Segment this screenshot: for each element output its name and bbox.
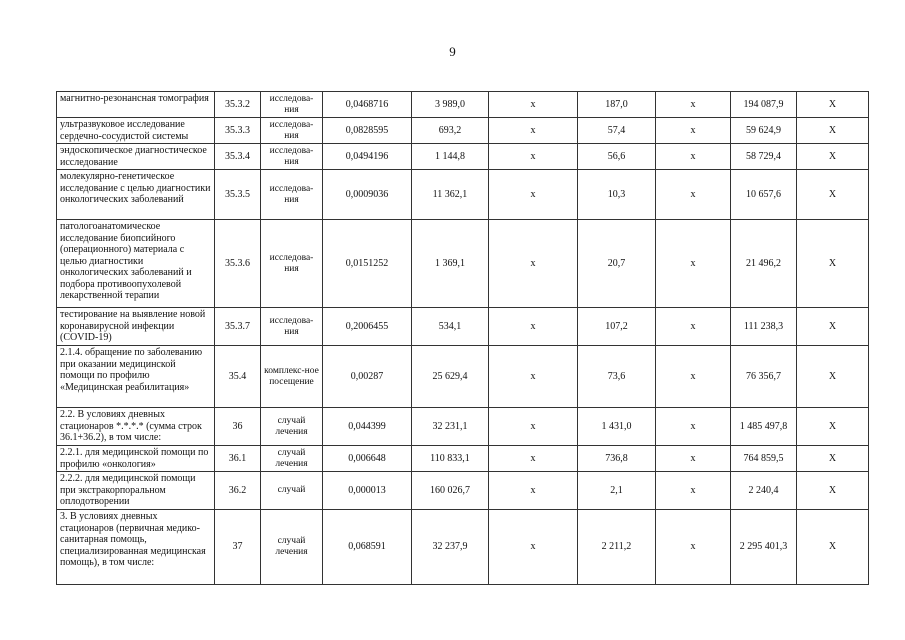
row-col8: х	[656, 118, 731, 144]
row-col8: х	[656, 308, 731, 346]
row-unit: случай лечения	[261, 408, 323, 446]
row-code: 35.4	[215, 346, 261, 408]
row-col8: х	[656, 472, 731, 510]
row-col6: х	[489, 308, 578, 346]
table-row	[57, 308, 869, 346]
row-rate: 0,0494196	[323, 144, 412, 170]
row-col6: х	[489, 510, 578, 585]
row-col7: 2,1	[578, 472, 656, 510]
row-col10: Х	[797, 510, 869, 585]
row-name: магнитно-резонансная томография	[57, 92, 215, 118]
row-col7: 2 211,2	[578, 510, 656, 585]
row-code: 35.3.3	[215, 118, 261, 144]
row-unit: случай лечения	[261, 446, 323, 472]
row-cost: 1 144,8	[412, 144, 489, 170]
row-col8: х	[656, 220, 731, 308]
row-col7: 56,6	[578, 144, 656, 170]
row-total: 1 485 497,8	[731, 408, 797, 446]
row-col6: х	[489, 144, 578, 170]
row-col8: х	[656, 446, 731, 472]
row-col6: х	[489, 220, 578, 308]
row-col8: х	[656, 510, 731, 585]
row-col6: х	[489, 118, 578, 144]
row-col10: Х	[797, 408, 869, 446]
row-total: 2 240,4	[731, 472, 797, 510]
row-col6: х	[489, 170, 578, 220]
row-cost: 32 231,1	[412, 408, 489, 446]
row-cost: 25 629,4	[412, 346, 489, 408]
row-col8: х	[656, 92, 731, 118]
row-rate: 0,0828595	[323, 118, 412, 144]
table-row	[57, 144, 869, 170]
row-total: 10 657,6	[731, 170, 797, 220]
row-rate: 0,00287	[323, 346, 412, 408]
row-col7: 107,2	[578, 308, 656, 346]
row-unit: комплекс-ное посещение	[261, 346, 323, 408]
table-row	[57, 220, 869, 308]
row-name: 2.2.2. для медицинской помощи при экстракорпоральном оплодотворении	[57, 472, 215, 510]
row-cost: 160 026,7	[412, 472, 489, 510]
row-rate: 0,006648	[323, 446, 412, 472]
row-col7: 10,3	[578, 170, 656, 220]
row-total: 21 496,2	[731, 220, 797, 308]
row-col10: Х	[797, 308, 869, 346]
row-code: 35.3.7	[215, 308, 261, 346]
row-name: эндоскопическое диагностическое исследование	[57, 144, 215, 170]
row-unit: исследова-ния	[261, 118, 323, 144]
row-name: патологоанатомическое исследование биопсийного (операционного) материала с целью диагностики онкологических заболеваний и подбора противоопухолевой лекарственной терапии	[57, 220, 215, 308]
row-unit: случай лечения	[261, 510, 323, 585]
row-unit: исследова-ния	[261, 308, 323, 346]
row-col10: Х	[797, 92, 869, 118]
row-name: тестирование на выявление новой коронавирусной инфекции (COVID-19)	[57, 308, 215, 346]
row-col8: х	[656, 346, 731, 408]
table-row	[57, 170, 869, 220]
row-name: 2.2.1. для медицинской помощи по профилю «онкология»	[57, 446, 215, 472]
row-col6: х	[489, 92, 578, 118]
row-cost: 3 989,0	[412, 92, 489, 118]
table-row	[57, 408, 869, 446]
row-total: 2 295 401,3	[731, 510, 797, 585]
row-code: 36.1	[215, 446, 261, 472]
row-col7: 187,0	[578, 92, 656, 118]
row-col8: х	[656, 144, 731, 170]
row-rate: 0,0009036	[323, 170, 412, 220]
table-row	[57, 118, 869, 144]
row-cost: 693,2	[412, 118, 489, 144]
row-code: 35.3.4	[215, 144, 261, 170]
row-rate: 0,2006455	[323, 308, 412, 346]
row-rate: 0,0468716	[323, 92, 412, 118]
row-total: 58 729,4	[731, 144, 797, 170]
row-rate: 0,068591	[323, 510, 412, 585]
table-row	[57, 446, 869, 472]
row-total: 194 087,9	[731, 92, 797, 118]
row-unit: исследова-ния	[261, 92, 323, 118]
row-cost: 110 833,1	[412, 446, 489, 472]
row-rate: 0,044399	[323, 408, 412, 446]
table-row	[57, 472, 869, 510]
row-code: 36.2	[215, 472, 261, 510]
row-total: 59 624,9	[731, 118, 797, 144]
row-col7: 57,4	[578, 118, 656, 144]
row-rate: 0,000013	[323, 472, 412, 510]
row-col10: Х	[797, 446, 869, 472]
table-row	[57, 92, 869, 118]
row-cost: 32 237,9	[412, 510, 489, 585]
row-col7: 736,8	[578, 446, 656, 472]
row-cost: 11 362,1	[412, 170, 489, 220]
row-col10: Х	[797, 144, 869, 170]
row-col8: х	[656, 170, 731, 220]
row-cost: 534,1	[412, 308, 489, 346]
row-col6: х	[489, 446, 578, 472]
row-code: 35.3.5	[215, 170, 261, 220]
row-col10: Х	[797, 118, 869, 144]
row-col10: Х	[797, 170, 869, 220]
row-unit: случай	[261, 472, 323, 510]
row-unit: исследова-ния	[261, 220, 323, 308]
row-col7: 1 431,0	[578, 408, 656, 446]
row-name: 2.1.4. обращение по заболеванию при оказании медицинской помощи по профилю «Медицинская реабилитация»	[57, 346, 215, 408]
row-code: 36	[215, 408, 261, 446]
row-col7: 73,6	[578, 346, 656, 408]
row-col10: Х	[797, 220, 869, 308]
row-name: 2.2. В условиях дневных стационаров *.*.*.* (сумма строк 36.1+36.2), в том числе:	[57, 408, 215, 446]
row-cost: 1 369,1	[412, 220, 489, 308]
row-name: 3. В условиях дневных стационаров (первичная медико-санитарная помощь, специализированная медицинская помощь), в том числе:	[57, 510, 215, 585]
row-col6: х	[489, 408, 578, 446]
row-total: 76 356,7	[731, 346, 797, 408]
row-unit: исследова-ния	[261, 144, 323, 170]
table-row	[57, 346, 869, 408]
row-rate: 0,0151252	[323, 220, 412, 308]
row-col6: х	[489, 472, 578, 510]
page-number: 9	[449, 44, 456, 59]
table-row	[57, 510, 869, 585]
row-total: 111 238,3	[731, 308, 797, 346]
row-col10: Х	[797, 472, 869, 510]
row-col6: х	[489, 346, 578, 408]
tariff-table	[56, 91, 869, 585]
row-name: ультразвуковое исследование сердечно-сосудистой системы	[57, 118, 215, 144]
row-code: 35.3.6	[215, 220, 261, 308]
row-code: 35.3.2	[215, 92, 261, 118]
row-unit: исследова-ния	[261, 170, 323, 220]
row-col7: 20,7	[578, 220, 656, 308]
row-name: молекулярно-генетическое исследование с целью диагностики онкологических заболеваний	[57, 170, 215, 220]
row-code: 37	[215, 510, 261, 585]
row-total: 764 859,5	[731, 446, 797, 472]
row-col10: Х	[797, 346, 869, 408]
row-col8: х	[656, 408, 731, 446]
